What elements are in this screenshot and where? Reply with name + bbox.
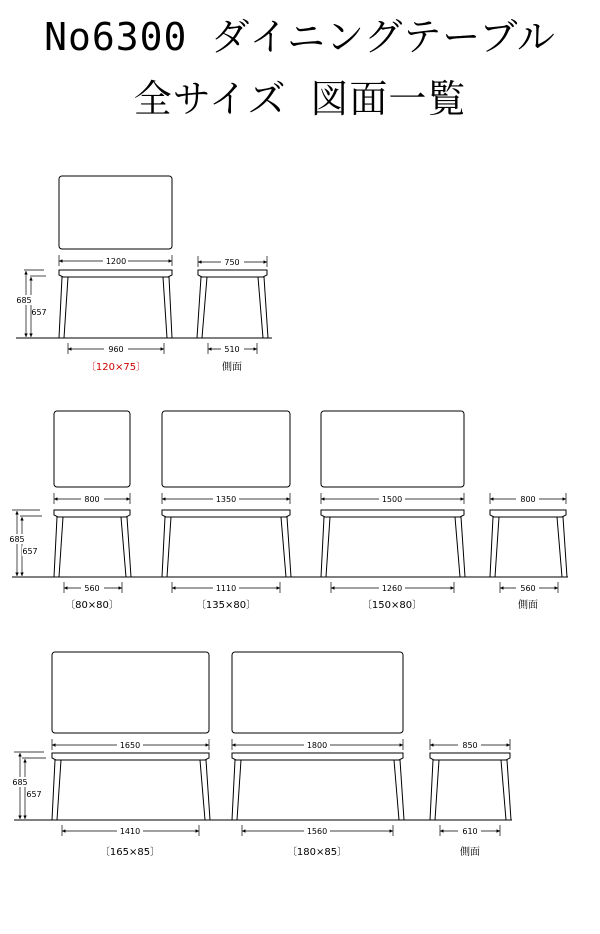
leg-span-label: 1260	[381, 584, 403, 593]
table-leg	[121, 517, 131, 577]
table-top-elevation	[59, 270, 172, 277]
size-caption: 〔165×85〕	[99, 847, 161, 858]
row3	[11, 652, 512, 858]
table-leg	[490, 517, 499, 577]
table-leg	[281, 517, 291, 577]
side-view-85	[430, 739, 511, 858]
table-top-elevation	[54, 510, 130, 517]
width-label: 750	[224, 258, 240, 267]
table-top-elevation	[52, 753, 209, 760]
row1	[16, 176, 272, 373]
table-top-elevation	[162, 510, 290, 517]
side-view-75	[197, 256, 268, 373]
table-top-plan	[321, 411, 464, 487]
table-80x80	[54, 411, 131, 611]
table-leg	[59, 277, 68, 338]
row2	[8, 411, 568, 611]
size-caption: 〔180×85〕	[286, 847, 348, 858]
height-dimension	[11, 752, 46, 819]
height-top: 657	[26, 790, 42, 799]
table-leg	[162, 517, 171, 577]
height-top: 657	[22, 547, 38, 556]
height-dimension	[8, 510, 42, 576]
table-leg	[197, 277, 207, 338]
table-135x80	[162, 411, 291, 611]
table-leg	[455, 517, 465, 577]
size-caption: 〔150×80〕	[361, 600, 423, 611]
table-top-plan	[162, 411, 290, 487]
table-150x80	[321, 411, 465, 611]
leg-span-label: 560	[520, 584, 536, 593]
side-caption: 側面	[518, 600, 538, 611]
table-leg	[52, 760, 61, 820]
table-leg	[258, 277, 268, 338]
width-label: 850	[462, 741, 478, 750]
table-top-elevation	[232, 753, 403, 760]
height-dimension	[16, 270, 47, 337]
size-caption: 〔135×80〕	[195, 600, 257, 611]
title-line-1: No6300 ダイニングテーブル	[44, 15, 556, 59]
width-label: 1200	[105, 257, 127, 266]
width-label: 1800	[306, 741, 328, 750]
table-leg	[501, 760, 511, 820]
table-165x85	[52, 652, 210, 858]
leg-span-label: 1560	[306, 827, 328, 836]
table-leg	[557, 517, 567, 577]
height-top: 657	[31, 308, 47, 317]
table-top-elevation	[321, 510, 464, 517]
leg-span-label: 610	[462, 827, 478, 836]
table-leg	[394, 760, 404, 820]
table-top-elevation	[430, 753, 510, 760]
table-leg	[200, 760, 210, 820]
table-leg	[232, 760, 241, 820]
width-label: 800	[84, 495, 100, 504]
table-top-plan	[59, 176, 172, 249]
table-180x85	[232, 652, 404, 858]
leg-span-label: 1110	[215, 584, 237, 593]
table-leg	[54, 517, 63, 577]
table-leg	[163, 277, 172, 338]
table-leg	[430, 760, 439, 820]
size-caption: 〔120×75〕	[85, 362, 147, 373]
side-caption: 側面	[222, 362, 242, 373]
height-total: 685	[9, 535, 25, 544]
width-label: 800	[520, 495, 536, 504]
table-top-elevation	[198, 270, 267, 277]
width-label: 1500	[381, 495, 403, 504]
width-label: 1650	[119, 741, 141, 750]
side-caption: 側面	[460, 847, 480, 858]
table-top-elevation	[490, 510, 566, 517]
height-total: 685	[12, 778, 28, 787]
title-line-2: 全サイズ 図面一覧	[133, 77, 467, 121]
table-leg	[321, 517, 330, 577]
table-top-plan	[54, 411, 130, 487]
height-total: 685	[16, 296, 32, 305]
leg-span-label: 1410	[119, 827, 141, 836]
table-top-plan	[232, 652, 403, 733]
table-120x75	[59, 176, 172, 373]
leg-span-label: 960	[108, 345, 124, 354]
leg-span-label: 560	[84, 584, 100, 593]
leg-span-label: 510	[224, 345, 240, 354]
size-caption: 〔80×80〕	[65, 600, 119, 611]
side-view-80	[490, 493, 567, 611]
width-label: 1350	[215, 495, 237, 504]
table-top-plan	[52, 652, 209, 733]
